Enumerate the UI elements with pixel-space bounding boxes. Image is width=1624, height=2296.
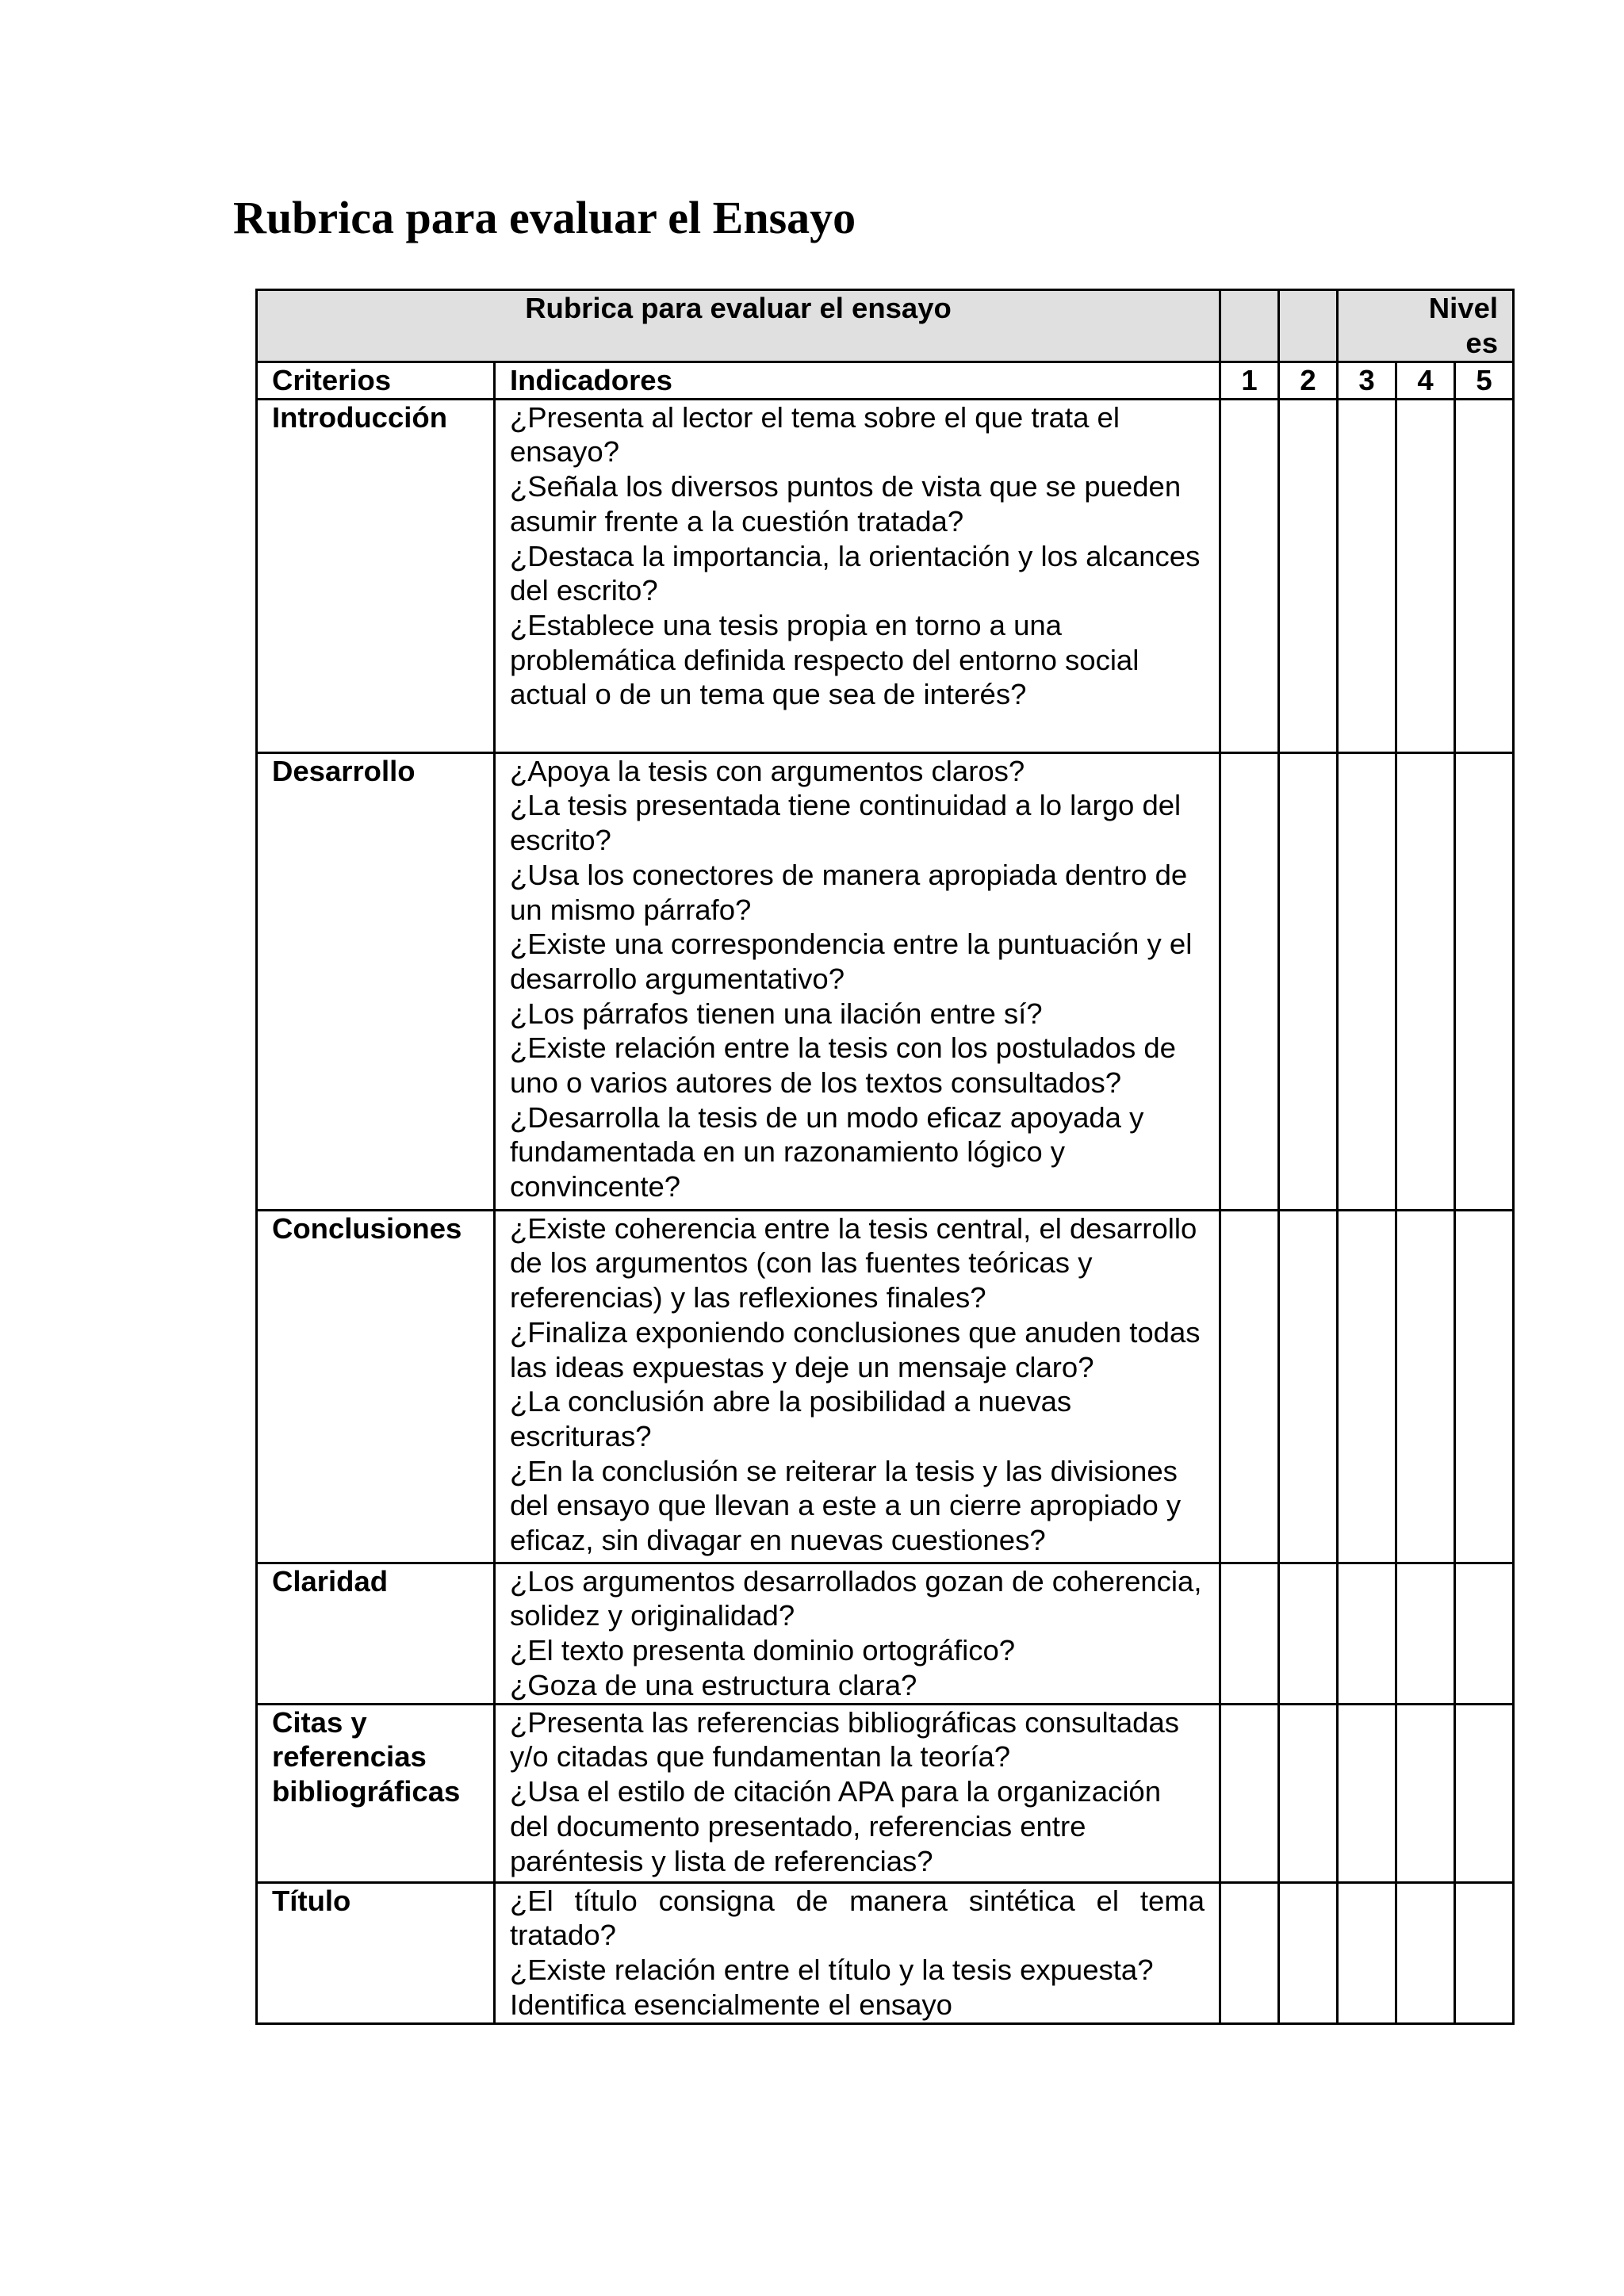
score-cell-level-2[interactable] — [1279, 1704, 1338, 1882]
indicator-question: ¿Existe relación entre la tesis con los postulados de uno o varios autores de los textos consultados? — [510, 1031, 1176, 1100]
indicator-question: ¿El texto presenta dominio ortográfico? — [510, 1634, 1016, 1667]
table-row — [257, 1210, 1514, 1563]
score-cell-level-5[interactable] — [1455, 1210, 1514, 1563]
table-row — [257, 1882, 1514, 2023]
indicator-question: ¿Finaliza exponiendo conclusiones que anuden todas las ideas expuestas y deje un mensaje claro? — [510, 1315, 1201, 1383]
score-cell-level-1[interactable] — [1220, 752, 1279, 1210]
indicator-question: ¿Existe coherencia entre la tesis central, el desarrollo de los argumentos (con las fuentes teóricas y referencias) y las reflexiones finales? — [510, 1211, 1197, 1314]
criterion-cell: Desarrollo — [257, 752, 495, 1210]
indicator-question: ¿Usa el estilo de citación APA para la organización del documento presentado, referencias entre paréntesis y lista de referencias? — [510, 1775, 1162, 1877]
score-cell-level-5[interactable] — [1455, 1563, 1514, 1704]
indicator-question: ¿En la conclusión se reiterar la tesis y las divisiones del ensayo que llevan a este a un cierre apropiado y eficaz, sin divagar en nuevas cuestiones? — [510, 1454, 1182, 1557]
indicators-cell — [495, 399, 1220, 752]
indicators-cell — [495, 1882, 1220, 2023]
level-header-5: 5 — [1455, 362, 1514, 400]
indicator-question: ¿La conclusión abre la posibilidad a nuevas escrituras? — [510, 1385, 1072, 1452]
indicator-question: ¿Usa los conectores de manera apropiada dentro de un mismo párrafo? — [510, 858, 1188, 926]
score-cell-level-5[interactable] — [1455, 752, 1514, 1210]
score-cell-level-4[interactable] — [1396, 1210, 1455, 1563]
score-cell-level-4[interactable] — [1396, 399, 1455, 752]
criterion-cell: Título — [257, 1882, 495, 2023]
score-cell-level-3[interactable] — [1338, 1882, 1396, 2023]
score-cell-level-4[interactable] — [1396, 1882, 1455, 2023]
indicator-question: ¿Apoya la tesis con argumentos claros? — [510, 754, 1025, 787]
table-banner-row — [257, 290, 1514, 362]
score-cell-level-2[interactable] — [1279, 1882, 1338, 2023]
indicators-cell — [495, 752, 1220, 1210]
page-title: Rubrica para evaluar el Ensayo — [233, 192, 856, 243]
score-cell-level-5[interactable] — [1455, 1704, 1514, 1882]
table-header-row — [257, 362, 1514, 400]
score-cell-level-5[interactable] — [1455, 1882, 1514, 2023]
criterion-cell: Citas y referencias bibliográficas — [257, 1704, 495, 1882]
score-cell-level-2[interactable] — [1279, 752, 1338, 1210]
score-cell-level-3[interactable] — [1338, 1210, 1396, 1563]
column-header-criterios: Criterios — [257, 362, 495, 400]
level-header-4: 4 — [1396, 362, 1455, 400]
indicator-question: ¿Presenta las referencias bibliográficas consultadas y/o citadas que fundamentan la teoría? — [510, 1705, 1179, 1774]
table-row — [257, 399, 1514, 752]
indicator-question: Identifica esencialmente el ensayo — [510, 1988, 952, 2021]
indicator-question: ¿Desarrolla la tesis de un modo eficaz apoyada y fundamentada en un razonamiento lógico y convincente? — [510, 1100, 1144, 1203]
score-cell-level-1[interactable] — [1220, 1882, 1279, 2023]
indicator-question: ¿El título consigna de manera sintética el tema tratado? — [510, 1884, 1205, 1952]
indicator-question: ¿Existe relación entre el título y la tesis expuesta? — [510, 1954, 1154, 1987]
column-header-indicadores: Indicadores — [495, 362, 1220, 400]
score-cell-level-3[interactable] — [1338, 1704, 1396, 1882]
table-row — [257, 752, 1514, 1210]
table-banner-title: Rubrica para evaluar el ensayo — [257, 290, 1220, 362]
score-cell-level-1[interactable] — [1220, 1563, 1279, 1704]
score-cell-level-2[interactable] — [1279, 399, 1338, 752]
score-cell-level-4[interactable] — [1396, 752, 1455, 1210]
score-cell-level-2[interactable] — [1279, 1563, 1338, 1704]
indicator-question: ¿Presenta al lector el tema sobre el que trata el ensayo? — [510, 400, 1120, 469]
indicator-question: ¿La tesis presentada tiene continuidad a lo largo del escrito? — [510, 789, 1182, 857]
table-row — [257, 1704, 1514, 1882]
score-cell-level-5[interactable] — [1455, 399, 1514, 752]
criterion-cell: Claridad — [257, 1563, 495, 1704]
indicator-question: ¿Establece una tesis propia en torno a una problemática definida respecto del entorno social actual o de un tema que sea de interés? — [510, 608, 1139, 711]
score-cell-level-4[interactable] — [1396, 1704, 1455, 1882]
criterion-cell: Conclusiones — [257, 1210, 495, 1563]
rubric-body — [257, 290, 1514, 2024]
score-cell-level-4[interactable] — [1396, 1563, 1455, 1704]
score-cell-level-3[interactable] — [1338, 1563, 1396, 1704]
score-cell-level-3[interactable] — [1338, 399, 1396, 752]
criterion-cell: Introducción — [257, 399, 495, 752]
score-cell-level-3[interactable] — [1338, 752, 1396, 1210]
indicator-question: ¿Señala los diversos puntos de vista que se pueden asumir frente a la cuestión tratada? — [510, 470, 1182, 538]
indicators-cell — [495, 1563, 1220, 1704]
indicators-cell — [495, 1210, 1220, 1563]
indicator-question: ¿Los párrafos tienen una ilación entre sí? — [510, 997, 1043, 1030]
indicator-question: ¿Destaca la importancia, la orientación y los alcances del escrito? — [510, 539, 1201, 607]
banner-blank-cell — [1220, 290, 1279, 362]
banner-blank-cell — [1279, 290, 1338, 362]
niveles-header: Nivel es — [1338, 290, 1514, 362]
rubric-table — [255, 289, 1515, 2025]
score-cell-level-1[interactable] — [1220, 399, 1279, 752]
indicator-question: ¿Los argumentos desarrollados gozan de coherencia, solidez y originalidad? — [510, 1564, 1202, 1632]
level-header-1: 1 — [1220, 362, 1279, 400]
indicator-question: ¿Existe una correspondencia entre la puntuación y el desarrollo argumentativo? — [510, 928, 1193, 995]
score-cell-level-1[interactable] — [1220, 1210, 1279, 1563]
indicator-question: ¿Goza de una estructura clara? — [510, 1668, 917, 1701]
table-row — [257, 1563, 1514, 1704]
level-header-3: 3 — [1338, 362, 1396, 400]
indicators-cell — [495, 1704, 1220, 1882]
score-cell-level-1[interactable] — [1220, 1704, 1279, 1882]
score-cell-level-2[interactable] — [1279, 1210, 1338, 1563]
level-header-2: 2 — [1279, 362, 1338, 400]
